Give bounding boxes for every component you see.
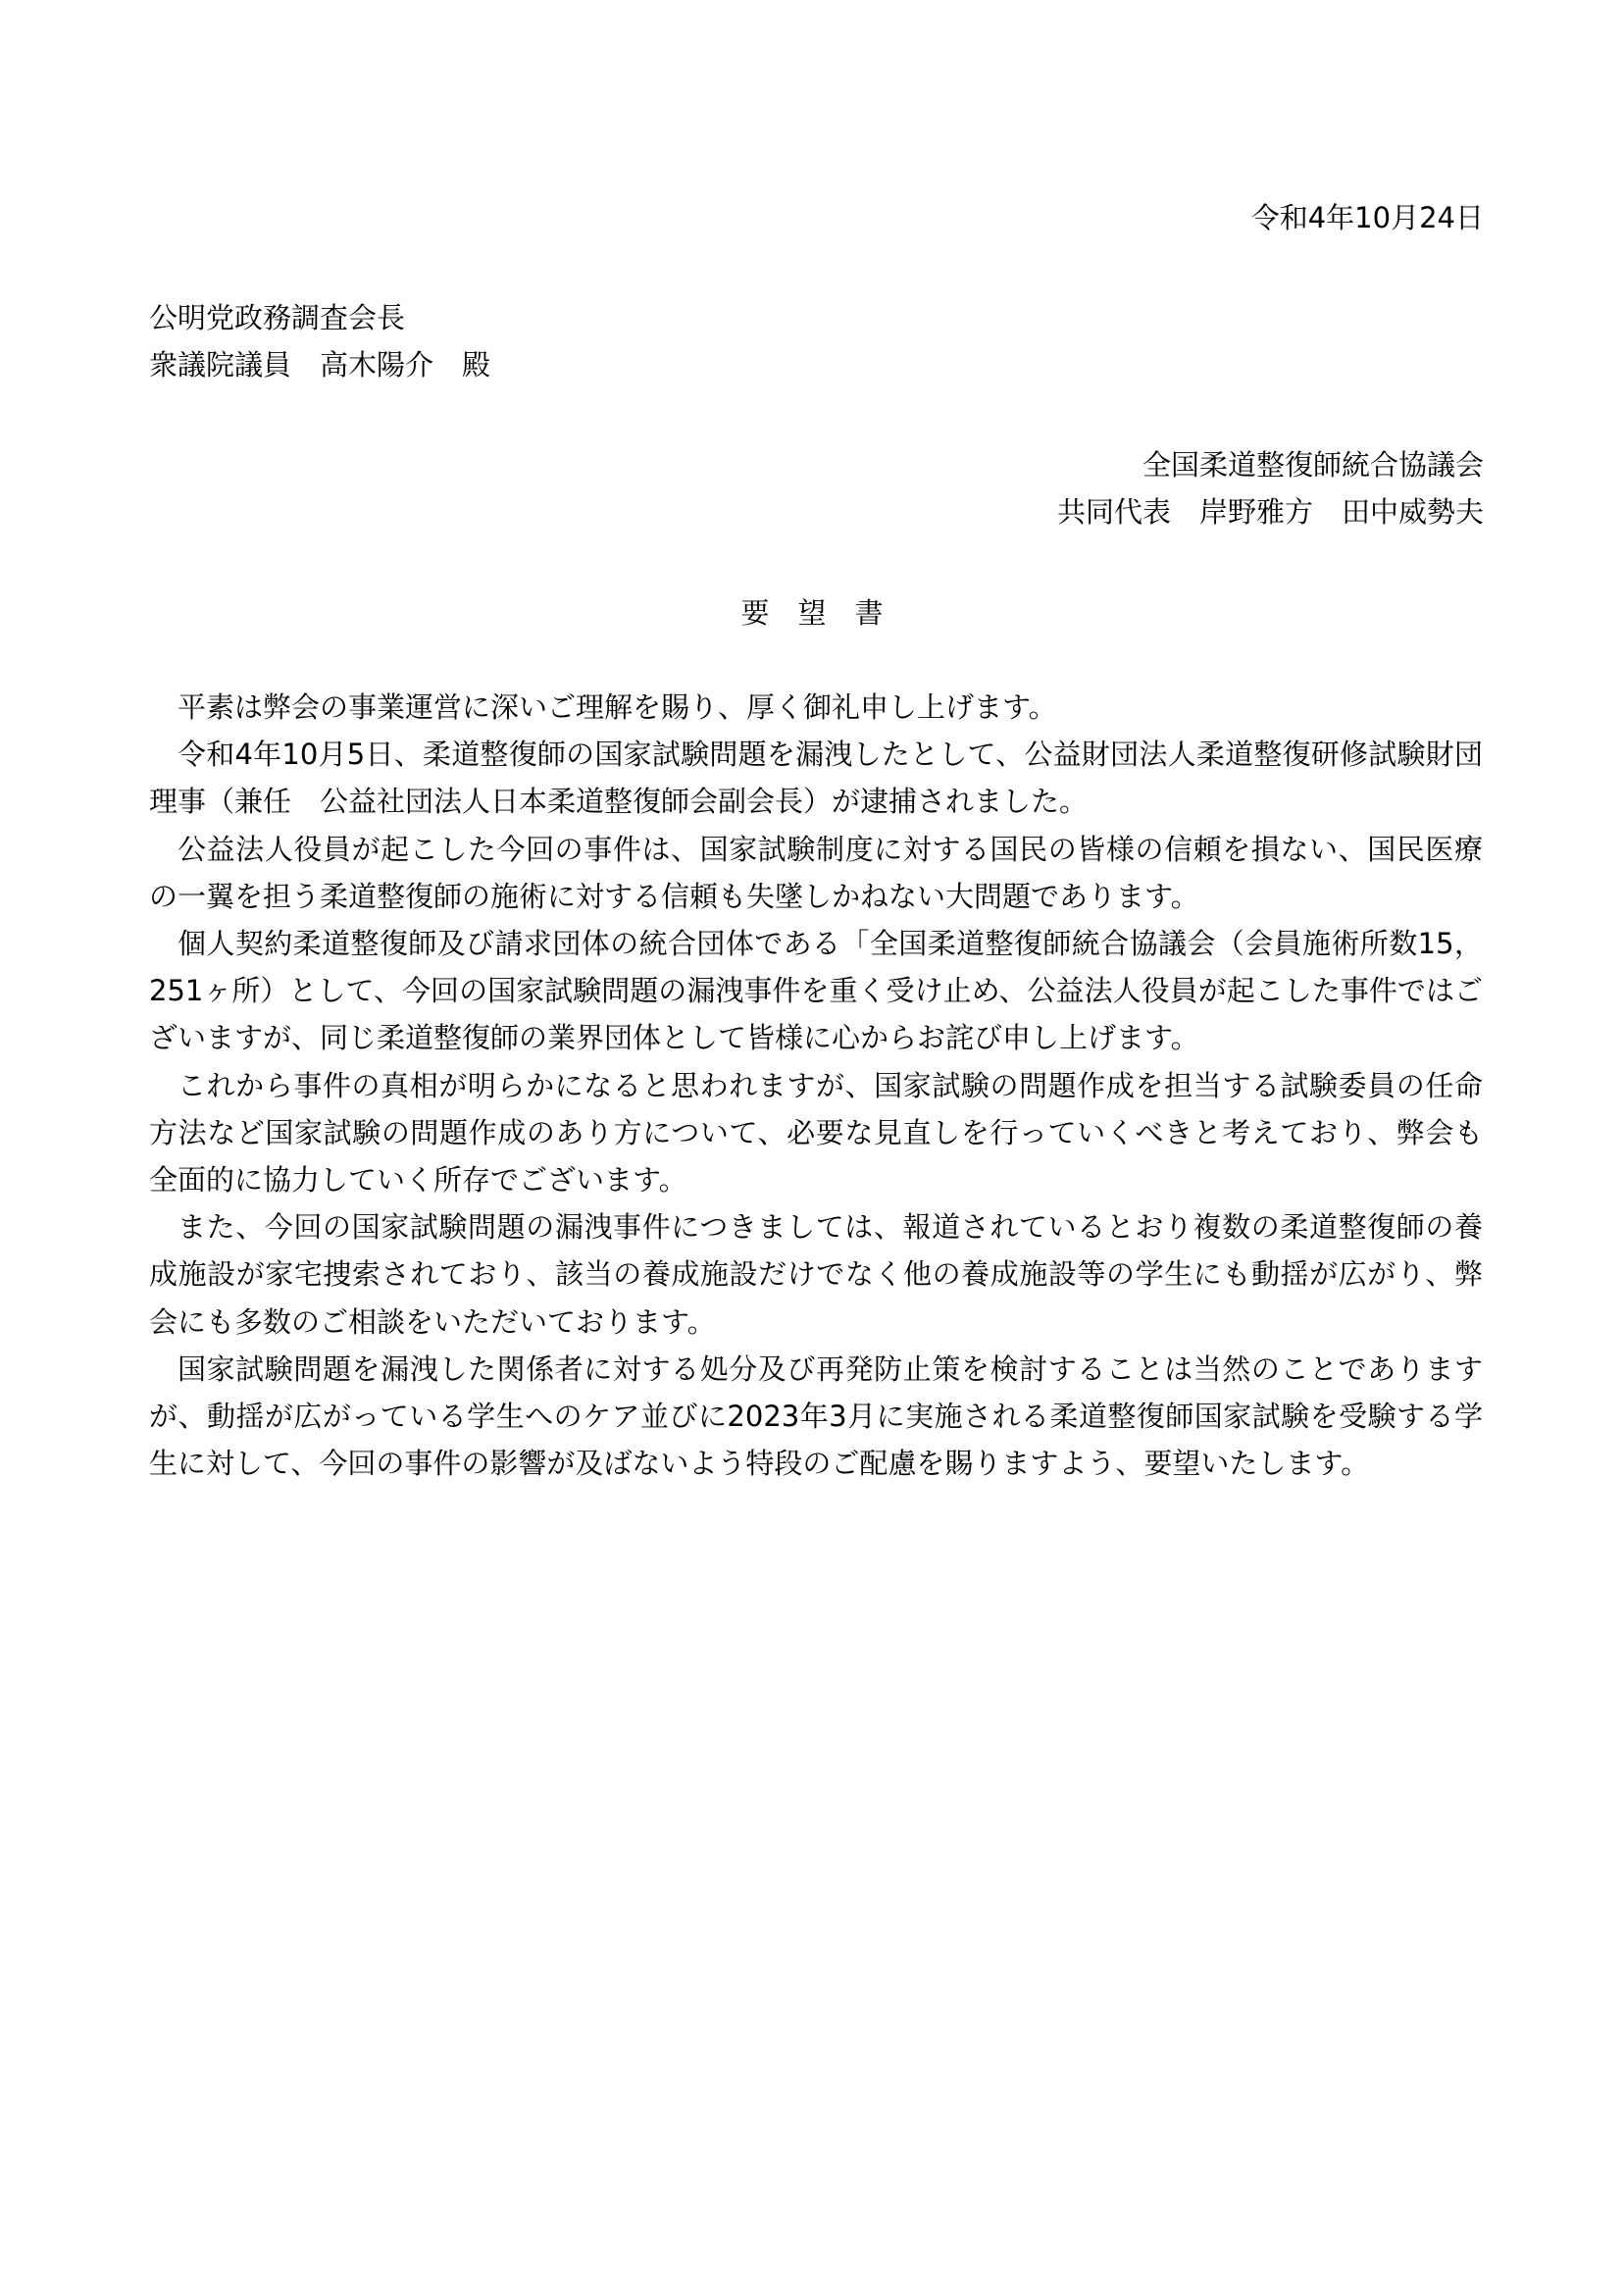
document-body [149,684,1483,1487]
body-paragraph: また、今回の国家試験問題の漏洩事件につきましては、報道されているとおり複数の柔道整復師の養成施設が家宅捜索されており、該当の養成施設だけでなく他の養成施設等の学生にも動揺が広がり、弊会にも多数のご相談をいただいております。 [149,1210,1483,1339]
recipient-name: 衆議院議員 高木陽介 殿 [149,348,491,382]
body-paragraph: 国家試験問題を漏洩した関係者に対する処分及び再発防止策を検討することは当然のことでありますが、動揺が広がっている学生へのケア並びに2023年3月に実施される柔道整復師国家試験を受験する学生に対して、今回の事件の影響が及ばないよう特段のご配慮を賜りますよう、要望いたします。 [149,1351,1483,1481]
body-paragraph: 個人契約柔道整復師及び請求団体の統合団体である「全国柔道整復師統合協議会（会員施術所数15，251ヶ所）として、今回の国家試験問題の漏洩事件を重く受け止め、公益法人役員が起こした事件ではございますが、同じ柔道整復師の業界団体として皆様に心からお詫び申し上げます。 [149,927,1483,1055]
body-paragraph: 平素は弊会の事業運営に深いご理解を賜り、厚く御礼申し上げます。 [178,690,1057,724]
body-paragraph: 公益法人役員が起こした今回の事件は、国家試験制度に対する国民の皆様の信頼を損ない、国民医療の一翼を担う柔道整復師の施術に対する信頼も失墜しかねない大問題であります。 [149,832,1483,913]
body-paragraph: 令和4年10月5日、柔道整復師の国家試験問題を漏洩したとして、公益財団法人柔道整復研修試験財団理事（兼任 公益社団法人日本柔道整復師会副会長）が逮捕されました。 [149,738,1483,819]
sender-organization: 全国柔道整復師統合協議会 [1142,448,1484,482]
document-title: 要 望 書 [740,596,884,630]
body-paragraph: これから事件の真相が明らかになると思われますが、国家試験の問題作成を担当する試験委員の任命方法など国家試験の問題作成のあり方について、必要な見直しを行っていくべきと考えており、弊会も全面的に協力していく所存でございます。 [149,1068,1483,1198]
recipient-title: 公明党政務調査会長 [149,301,406,334]
sender-representatives: 共同代表 岸野雅方 田中威勢夫 [1056,495,1484,529]
sender-block [1057,441,1484,535]
recipient-block [149,294,490,388]
document-date: 令和4年10月24日 [1250,201,1484,234]
